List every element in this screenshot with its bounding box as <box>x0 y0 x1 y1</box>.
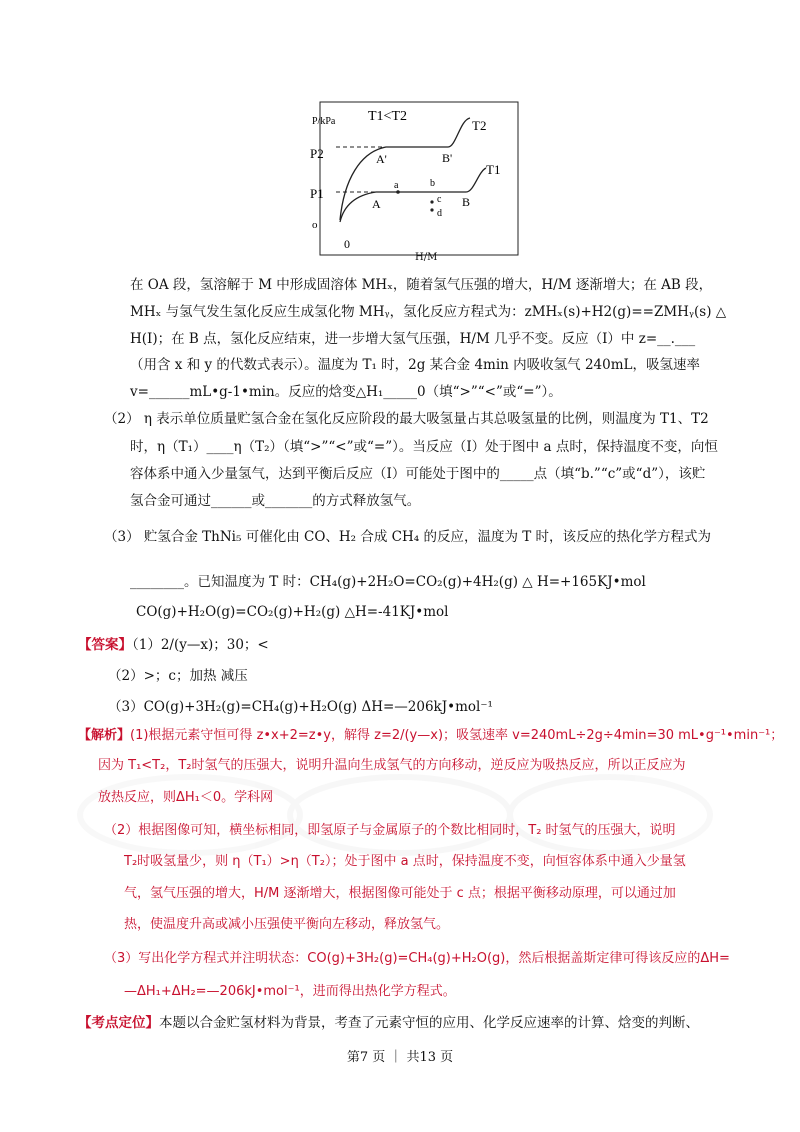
origin-label: 0 <box>344 237 350 251</box>
q2-line-1: （2） η 表示单位质量贮氢合金在氢化反应阶段的最大吸氢量占其总吸氢量的比例，则温度为 T1、T2 <box>104 411 709 427</box>
q1-line-2: MHₓ 与氢气发生氢化反应生成氢化物 MHᵧ，氢化反应方程式为：zMHₓ(s)+H2(g)==ZMHᵧ(s) △ <box>130 304 727 320</box>
analysis-line-7: 热，使温度升高或减小压强使平衡向左移动，释放氢气。 <box>124 917 450 932</box>
a-label: A <box>372 197 381 211</box>
point-c-label: c <box>437 194 442 205</box>
page-footer: 第7 页 ｜ 共13 页 <box>346 1050 454 1065</box>
q2-line-4: 氢合金可通过______或_______的方式释放氢气。 <box>130 493 421 509</box>
q2-line-2: 时，η（T₁）____η（T₂）（填“>”“<”或“=”）。当反应（Ⅰ）处于图中 a 点时，保持温度不变，向恒 <box>130 439 718 455</box>
watermark <box>60 770 720 860</box>
point-d-dot <box>430 208 433 211</box>
analysis-line-9: —ΔH₁+ΔH₂=—206kJ•mol⁻¹，进而得出热化学方程式。 <box>124 984 456 999</box>
analysis-line-4: （2）根据图像可知，横坐标相同，即氢原子与金属原子的个数比相同时，T₂ 时氢气的压强大，说明 <box>104 823 676 838</box>
point-b-label: b <box>430 178 435 189</box>
answer-line-2: （2）>；c；加热 减压 <box>108 668 248 684</box>
analysis-line-8: （3）写出化学方程式并注明状态：CO(g)+3H₂(g)=CH₄(g)+H₂O(g)，然后根据盖斯定律可得该反应的ΔH= <box>104 951 730 966</box>
q1-line-4: （用含 x 和 y 的代数式表示）。温度为 T₁ 时，2g 某合金 4min 内吸收氢气 240mL，吸氢速率 <box>130 357 700 373</box>
analysis-line-2: 因为 T₁<T₂，T₂时氢气的压强大，说明升温向生成氢气的方向移动，逆反应为吸热反应，所以正反应为 <box>98 758 686 773</box>
condition-label: T1<T2 <box>368 109 407 124</box>
answer-line-1 <box>78 636 269 654</box>
answer-line-3: （3）CO(g)+3H₂(g)=CH₄(g)+H₂O(g) ΔH=—206kJ•mol⁻¹ <box>108 699 493 715</box>
analysis-line-3: 放热反应，则ΔH₁＜0。学科网 <box>98 790 274 805</box>
p2-label: P2 <box>310 146 324 161</box>
x-axis-label: H/M <box>415 252 438 263</box>
answer-text-1: （1）2/(y—x)；30；< <box>132 637 269 653</box>
t2-label: T2 <box>472 118 487 133</box>
pressure-composition-figure <box>310 100 520 255</box>
point-c-dot <box>430 200 433 203</box>
kaodian-tag: 【考点定位】 <box>78 1015 159 1031</box>
analysis-line-5: T₂时吸氢量少，则 η（T₁）>η（T₂）；处于图中 a 点时，保持温度不变，向恒容体系中通入少量氢 <box>124 854 686 869</box>
q2-line-3: 容体系中通入少量氢气，达到平衡后反应（Ⅰ）可能处于图中的_____点（填“b.”“c”或“d”），该贮 <box>130 466 706 482</box>
q3-line-3: CO(g)+H₂O(g)=CO₂(g)+H₂(g) △H=-41KJ•mol <box>136 604 449 620</box>
answer-tag: 【答案】 <box>78 637 132 653</box>
y-axis-label: P/kPa <box>312 116 336 127</box>
b-label: B <box>462 195 471 209</box>
kaodian-text: 本题以合金贮氢材料为背景，考查了元素守恒的应用、化学反应速率的计算、焓变的判断、 <box>159 1015 699 1031</box>
b-prime-label: B' <box>442 151 453 165</box>
point-a-label: a <box>394 180 399 191</box>
p1-label: P1 <box>310 186 324 201</box>
t1-label: T1 <box>486 162 501 177</box>
a-prime-label: A' <box>376 152 387 166</box>
point-d-label: d <box>437 208 442 219</box>
analysis-tag: 【解析】 <box>78 728 131 743</box>
analysis-text-1: (1)根据元素守恒可得 z•x+2=z•y，解得 z=2/(y—x)；吸氢速率 v=240mL÷2g÷4min=30 mL•g⁻¹•min⁻¹； <box>130 728 784 743</box>
q1-line-1: 在 OA 段，氢溶解于 M 中形成固溶体 MHₓ，随着氢气压强的增大，H/M 逐渐增大；在 AB 段， <box>130 277 713 293</box>
analysis-line-6: 气，氢气压强的增大，H/M 逐渐增大，根据图像可能处于 c 点；根据平衡移动原理，可以通过加 <box>124 886 676 901</box>
analysis-line-1 <box>78 727 783 745</box>
q3-line-2: ________。已知温度为 T 时：CH₄(g)+2H₂O=CO₂(g)+4H₂(g) △ H=+165KJ•mol <box>130 574 646 590</box>
q3-line-1: （3） 贮氢合金 ThNi₅ 可催化由 CO、H₂ 合成 CH₄ 的反应，温度为 T 时，该反应的热化学方程式为 <box>104 529 712 545</box>
kaodian-line <box>78 1014 699 1032</box>
q1-line-3: H(Ⅰ)；在 B 点，氢化反应结束，进一步增大氢气压强，H/M 几乎不变。反应（Ⅰ）中 z=__.___ <box>130 331 696 347</box>
o-label: o <box>312 219 318 231</box>
q1-line-5: v=______mL•g-1•min。反应的焓变△H₁_____0（填“>”“<”或“=”）。 <box>130 384 562 400</box>
t2-curve <box>340 118 470 220</box>
